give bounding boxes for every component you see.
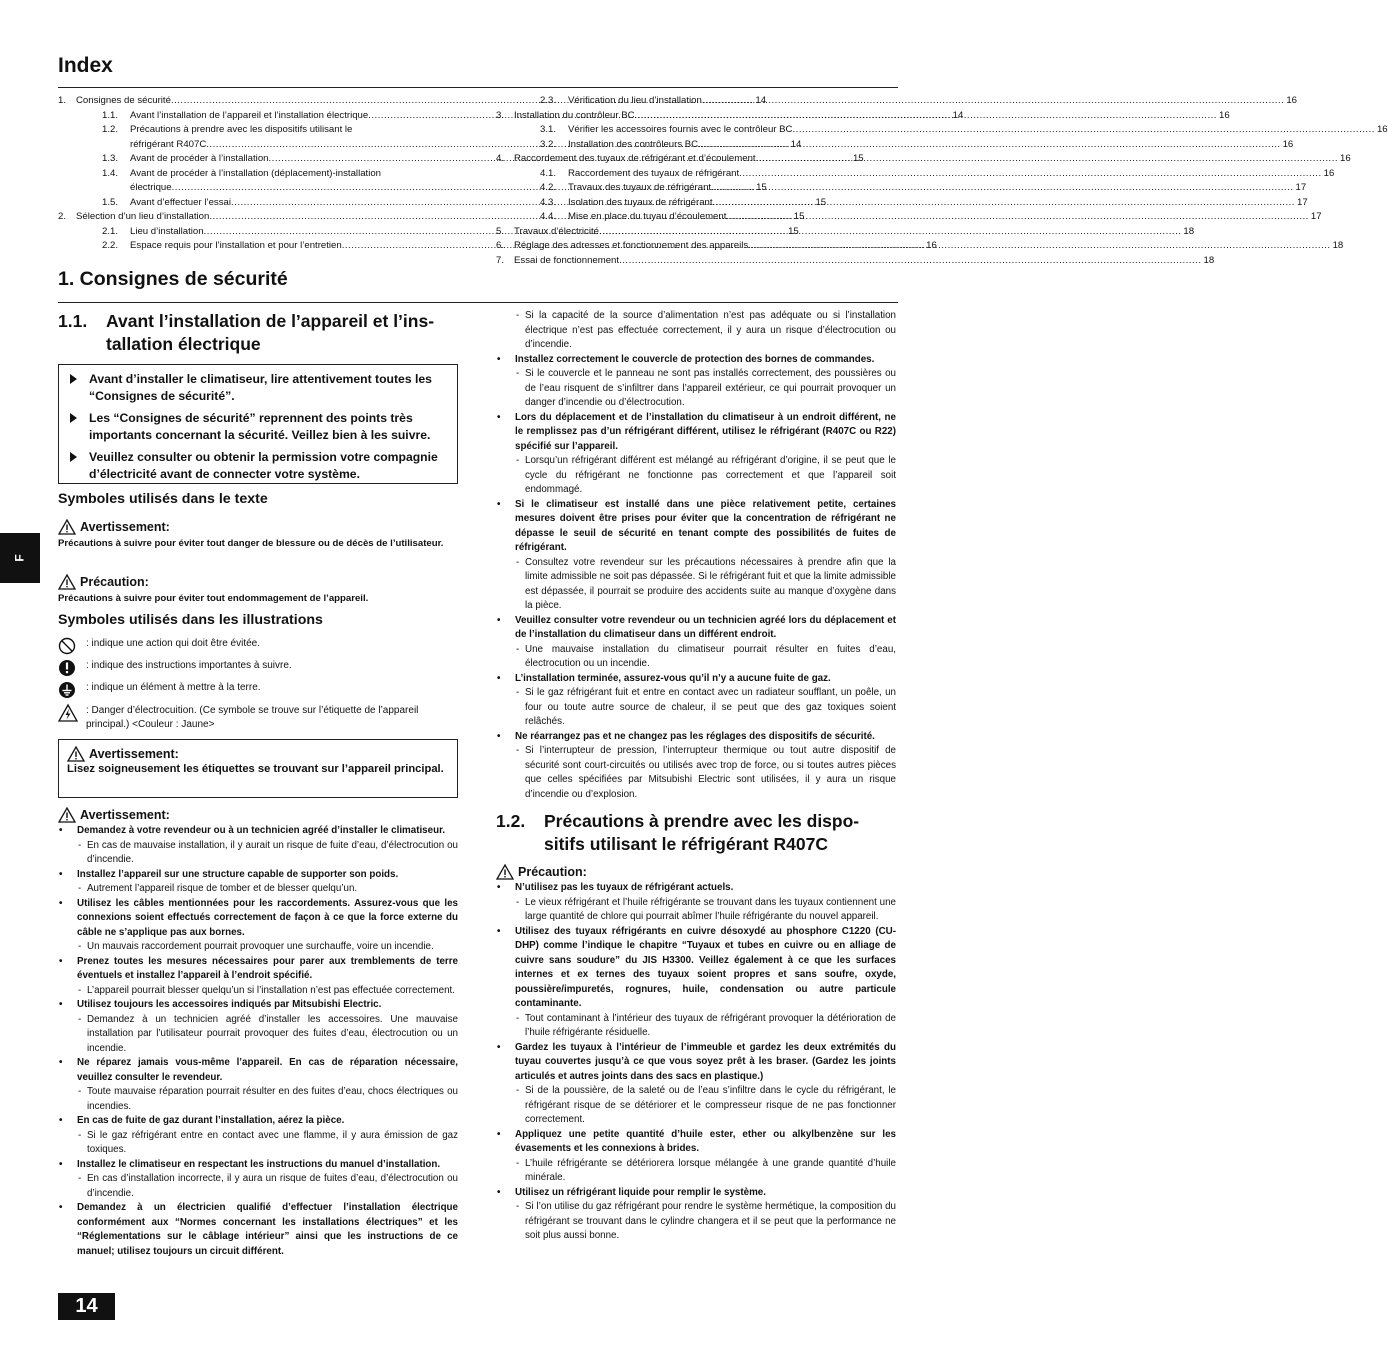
toc-entry[interactable] <box>496 225 1195 240</box>
toc-page: 18 <box>1203 254 1215 266</box>
bullet-item: • Prenez toutes les mesures nécessaires pour parer aux tremblements de terre éventuels et installez l’appareil à l’endroit spécifié. <box>58 955 458 984</box>
symbol-text: : Danger d’électrocuition. (Ce symbole se trouve sur l’étiquette de l’appareil principal.) <Couleur : Jaune> <box>86 705 419 730</box>
bullet-item: • En cas de fuite de gaz durant l’installation, aérez la pièce. <box>58 1114 458 1129</box>
toc-number: 3.1. <box>540 124 557 135</box>
detail-item: - Consultez votre revendeur sur les précautions nécessaires à prendre afin que la limite admissible ne soit pas dépassée. Si le réfrigérant fuit et que la limite admissible est dépassée, il pourrait se produire des accidents suite au manque d’oxygène dans la pièce. <box>496 556 896 614</box>
toc-entry[interactable] <box>496 196 1308 211</box>
bullet-item: • Si le climatiseur est installé dans une pièce relativement petite, certaines mesures doivent être prises pour éviter que la concentration de réfrigérant ne dépasse le seuil de sécurité en tenant compte des possibilités de fuites de réfrigérant. <box>496 498 896 556</box>
label-warning-heading: Avertissement: <box>67 746 449 762</box>
bullet-item: • Appliquez une petite quantité d’huile ester, ether ou alkylbenzène sur les évasements et les connexions à brides. <box>496 1128 896 1157</box>
arrow-right-icon <box>70 413 77 423</box>
toc-page: 14 <box>790 138 802 150</box>
symbol-row <box>58 637 458 660</box>
warning-triangle-icon <box>67 746 85 762</box>
toc-page: 15 <box>756 182 767 193</box>
detail-item: - Le vieux réfrigérant et l’huile réfrigérante se trouvant dans les tuyaux contiennent une large quantité de chlore qui pourrait abîmer l’huile réfrigérante du nouvel appareil. <box>496 896 896 925</box>
toc-page: 15 <box>788 225 799 237</box>
toc-page: 16 <box>1323 167 1335 179</box>
caution-description: Précautions à suivre pour éviter tout endommagement de l’appareil. <box>58 593 369 604</box>
toc-label: Avant d’effectuer l’essai <box>130 196 231 208</box>
warning-heading: Avertissement: <box>58 519 170 535</box>
intro-box <box>58 364 458 484</box>
toc-number: 4.3. <box>540 196 557 208</box>
toc-entry[interactable] <box>496 94 1297 109</box>
detail-item: - Demandez à un technicien agréé d’installer les accessoires. Une mauvaise installation par l’utilisateur pourrait provoquer des fuites d’eau, électrocution ou un incendie. <box>58 1013 458 1057</box>
toc-page: 18 <box>1332 240 1344 251</box>
language-tab: F <box>0 533 40 583</box>
toc-number: 2.1. <box>102 225 119 237</box>
intro-bullet: Avant d’installer le climatiseur, lire attentivement toutes les “Consignes de sécurité”. <box>59 371 449 404</box>
toc-number: 2.3. <box>540 95 557 106</box>
toc-label: Installation des contrôleurs BC <box>568 138 699 150</box>
detail-item: - L’appareil pourrait blesser quelqu’un si l’installation n’est pas effectuée correctement. <box>58 984 458 999</box>
toc-page: 17 <box>1295 182 1307 193</box>
bullet-item: • Installez l’appareil sur une structure capable de supporter son poids. <box>58 868 458 883</box>
bullet-item: • Installez correctement le couvercle de protection des bornes de commandes. <box>496 353 896 368</box>
bullet-item: • Lors du déplacement et de l’installation du climatiseur à un endroit différent, ne le remplissez pas d’un réfrigérant différent, utilisez le réfrigérant (R407C ou R22) spécifié sur l’appareil. <box>496 411 896 455</box>
bullet-item: • Demandez à un électricien qualifié d’effectuer l’installation électrique conformément aux “Normes concernant les installations électriques” et les “Réglementations sur le câblage intérieur” ainsi que les instructions de ce manuel; utilisez toujours un circuit différent. <box>58 1201 458 1259</box>
toc-number: 1.3. <box>102 153 119 164</box>
toc-number: 6. <box>496 240 505 251</box>
toc-leader <box>726 210 1308 225</box>
toc-entry[interactable] <box>58 167 452 182</box>
top-rule <box>58 87 898 88</box>
detail-item: - Si le couvercle et le panneau ne sont pas installés correctement, des poussières ou de l’eau risquent de s’infiltrer dans l’appareil extérieur, ce qui pourrait provoquer un danger d’incendie ou d’électrocution. <box>496 367 896 411</box>
toc-entry[interactable] <box>496 167 1335 182</box>
toc-number: 4.1. <box>540 167 557 179</box>
toc-number: 1.2. <box>102 124 119 135</box>
toc-page: 14 <box>755 95 767 106</box>
section-rule <box>58 302 898 303</box>
label-warning-text: Lisez soigneusement les étiquettes se trouvant sur l’appareil principal. <box>67 763 444 775</box>
toc-number: 7. <box>496 254 505 266</box>
toc-label: Installation du contrôleur BC <box>514 109 635 121</box>
bullet-item: • L’installation terminée, assurez-vous qu’il n’y a aucune fuite de gaz. <box>496 672 896 687</box>
toc-entry[interactable] <box>496 181 1307 196</box>
toc-page: 16 <box>1376 124 1388 135</box>
toc-label: Isolation des tuyaux de réfrigérant <box>568 196 713 208</box>
toc-label: Avant de procéder à l’installation (déplacement)-installation <box>130 167 382 179</box>
subsection-1-2-title <box>496 810 906 858</box>
toc-page: 15 <box>793 211 805 222</box>
toc-label: Essai de fonctionnement <box>514 254 620 266</box>
toc-number: 4.4. <box>540 211 557 222</box>
toc-page: 16 <box>1340 153 1351 164</box>
detail-item: - En cas de mauvaise installation, il y aurait un risque de fuite d’eau, d’électrocution ou d’incendie. <box>58 839 458 868</box>
toc-entry[interactable] <box>496 254 1215 269</box>
toc-number: 2.2. <box>102 240 119 251</box>
bullet-item: • Ne réparez jamais vous-même l’appareil. En cas de réparation nécessaire, veuillez consulter le revendeur. <box>58 1056 458 1085</box>
toc-label: Avant de procéder à l’installation <box>130 153 269 164</box>
symbol-row <box>58 704 458 732</box>
symbols-illustrations-title: Symboles utilisés dans les illustrations <box>58 612 323 628</box>
bullet-item: • Utilisez toujours les accessoires indiqués par Mitsubishi Electric. <box>58 998 458 1013</box>
toc-page: 16 <box>1282 138 1294 150</box>
bullet-item: • Gardez les tuyaux à l’intérieur de l’immeuble et gardez les deux extrémités du tuyau couvertes jusqu’à ce que vous soyez prêt à les braser. (Gardez les joints articulés et autres joints dans des sacs en plastique.) <box>496 1041 896 1085</box>
toc-page: 17 <box>1310 211 1322 222</box>
detail-item: - L’huile réfrigérante se détériorera lorsque mélangée à une grande quantité d’huile minérale. <box>496 1157 896 1186</box>
toc-number: 1.1. <box>102 109 119 121</box>
toc-label: Consignes de sécurité <box>76 95 171 106</box>
detail-item: - En cas d’installation incorrecte, il y aura un risque de fuites d’eau, d’électrocution ou d’incendie. <box>58 1172 458 1201</box>
toc-page: 18 <box>1183 225 1195 237</box>
toc-leader <box>711 181 1293 196</box>
electric-danger-icon <box>58 704 78 722</box>
toc-number: 1.4. <box>102 167 119 179</box>
detail-item: - Toute mauvaise réparation pourrait résulter en des fuites d’eau, chocs électriques ou incendies. <box>58 1085 458 1114</box>
subsection-text: Avant l’installation de l’appareil et l’ins- tallation électrique <box>106 311 435 354</box>
toc-label: Vérifier les accessoires fournis avec le contrôleur BC <box>568 124 793 135</box>
exclamation-icon <box>58 659 76 677</box>
toc-leader <box>702 94 1284 109</box>
toc-number: 4. <box>496 153 505 164</box>
toc-leader <box>748 239 1330 254</box>
toc-label: Précautions à prendre avec les dispositifs utilisant le <box>130 124 353 135</box>
bullet-item: • Installez le climatiseur en respectant les instructions du manuel d’installation. <box>58 1158 458 1173</box>
toc-number: 5. <box>496 225 505 237</box>
toc-label: Réglage des adresses et fonctionnement des appareils <box>514 240 749 251</box>
detail-item: - Si la capacité de la source d’alimentation n’est pas adéquate ou si l’installation électrique n’est pas effectuée correctement, il y aura un risque d’électrocution ou d’incendie. <box>496 309 896 353</box>
subsection-1-1-title <box>58 310 468 358</box>
prohibited-icon <box>58 637 76 655</box>
toc-page: 15 <box>852 153 864 164</box>
detail-item: - Autrement l’appareil risque de tomber et de blesser quelqu’un. <box>58 882 458 897</box>
index-title: Index <box>58 54 113 77</box>
toc-leader <box>713 196 1295 211</box>
right-caution-list <box>496 881 896 1244</box>
bullet-item: • Veuillez consulter votre revendeur ou un technicien agréé lors du déplacement et de l’installation du climatiseur dans un différent endroit. <box>496 614 896 643</box>
toc-label: Raccordement des tuyaux de réfrigérant et d’écoulement <box>514 153 756 164</box>
toc-page: 17 <box>1296 196 1308 208</box>
toc-leader <box>635 109 1217 124</box>
warning-triangle-icon <box>58 574 76 590</box>
symbols-text-title: Symboles utilisés dans le texte <box>58 491 268 507</box>
toc-leader <box>619 254 1201 269</box>
right-warning-list <box>496 309 896 802</box>
toc-number: 3.2. <box>540 138 557 150</box>
detail-item: - Lorsqu’un réfrigérant différent est mélangé au réfrigérant d’origine, il se peut que le cycle du réfrigérant ne fonctionne pas correctement et que l’appareil soit endommagé. <box>496 454 896 498</box>
caution-heading: Précaution: <box>58 574 149 590</box>
caution-list-heading: Précaution: <box>496 864 587 880</box>
toc-number: 1.5. <box>102 196 119 208</box>
detail-item: - Si l’on utilise du gaz réfrigérant pour rendre le système hermétique, la composition du réfrigérant se trouvant dans le cylindre changera et il se peut que la performance ne soit plus aussi bonne. <box>496 1200 896 1244</box>
ground-icon <box>58 681 76 699</box>
warning-description: Précautions à suivre pour éviter tout danger de blessure ou de décès de l’utilisateur. <box>58 538 444 549</box>
section-title: 1. Consignes de sécurité <box>58 268 288 290</box>
toc-leader <box>739 167 1321 182</box>
symbol-row <box>58 681 458 704</box>
detail-item: - Si de la poussière, de la saleté ou de l’eau s’infiltre dans le cycle du réfrigérant, le réfrigérant risque de se détériorer et le compresseur risque de ne pas fonctionner correctement. <box>496 1084 896 1128</box>
bullet-item: • Utilisez les câbles mentionnées pour les raccordements. Assurez-vous que les connexions soient effectués correctement de façon à ce que la force externe du câble ne s’applique pas aux bornes. <box>58 897 458 941</box>
toc-leader <box>698 138 1280 153</box>
toc-label: Avant l’installation de l’appareil et l’installation électrique <box>130 109 369 121</box>
intro-bullet: Les “Consignes de sécurité” reprennent des points très importants concernant la sécurité. Veillez bien à les suivre. <box>59 410 449 443</box>
toc-label: Mise en place du tuyau d’écoulement <box>568 211 727 222</box>
arrow-right-icon <box>70 452 77 462</box>
toc-label: électrique <box>130 182 172 193</box>
detail-item: - Si l’interrupteur de pression, l’interrupteur thermique ou tout autre dispositif de sécurité sont court-circuités ou utilisés avec trop de force, ou si toutes autres pièces que celles spécifiées par Mitsubishi Electric sont utilisées, il y aura un risque d’incendie ou d’explosion. <box>496 744 896 802</box>
bullet-item: • Utilisez des tuyaux réfrigérants en cuivre désoxydé au phosphore C1220 (CU-DHP) comme l’indique le chapitre “Tuyaux et tubes en cuivre ou en alliage de cuivre sans soudure” du JIS H3300. Veillez également à ce que les surfaces internes et ex ternes des tuyaux soient propres et sans soufre, oxyde, poussière/impuretés, rognures, huile, condensation ou autre particule contaminante. <box>496 925 896 1012</box>
toc-label: Travaux d’électricité <box>514 225 599 237</box>
bullet-item: • N’utilisez pas les tuyaux de réfrigérant actuels. <box>496 881 896 896</box>
symbol-row <box>58 659 458 682</box>
subsection-text: Précautions à prendre avec les dispo- sitifs utilisant le réfrigérant R407C <box>544 811 860 854</box>
toc-entry[interactable] <box>496 123 1388 138</box>
symbol-text: : indique un élément à mettre à la terre. <box>86 682 261 693</box>
warning-triangle-icon <box>58 807 76 823</box>
toc-page: 16 <box>926 240 937 251</box>
toc-label: Espace requis pour l’installation et pour l’entretien <box>130 240 342 251</box>
toc-page: 14 <box>952 109 964 121</box>
toc-label: Vérification du lieu d’installation <box>568 95 702 106</box>
bullet-item: • Ne réarrangez pas et ne changez pas les réglages des dispositifs de sécurité. <box>496 730 896 745</box>
warning-list-heading: Avertissement: <box>58 807 170 823</box>
toc-label: Lieu d’installation <box>130 225 204 237</box>
toc-entry[interactable] <box>496 210 1322 225</box>
detail-item: - Tout contaminant à l’intérieur des tuyaux de réfrigérant provoquer la détérioration de l’huile réfrigérante résiduelle. <box>496 1012 896 1041</box>
toc-entry[interactable] <box>58 123 452 138</box>
arrow-right-icon <box>70 374 77 384</box>
toc-entry[interactable] <box>496 138 1294 153</box>
bullet-item: • Demandez à votre revendeur ou à un technicien agréé d’installer le climatiseur. <box>58 824 458 839</box>
warning-triangle-icon <box>496 864 514 880</box>
toc-page: 16 <box>1218 109 1230 121</box>
toc-leader <box>756 152 1338 167</box>
warning-triangle-icon <box>58 519 76 535</box>
toc-number: 2. <box>58 211 67 222</box>
toc-number: 4.2. <box>540 182 557 193</box>
page-number: 14 <box>58 1293 115 1320</box>
toc-number: 1. <box>58 95 67 106</box>
toc-leader <box>599 225 1181 240</box>
toc-leader <box>792 123 1374 138</box>
toc-page: 16 <box>1286 95 1297 106</box>
detail-item: - Une mauvaise installation du climatiseur pourrait résulter en fuites d’eau, électrocution ou un incendie. <box>496 643 896 672</box>
symbol-text: : indique une action qui doit être évitée. <box>86 638 261 649</box>
toc-label: Sélection d’un lieu d’installation <box>76 211 210 222</box>
detail-item: - Si le gaz réfrigérant fuit et entre en contact avec un radiateur soufflant, un poêle, un four ou toute autre source de chaleur, il se peut que des gaz toxiques soient relâchés. <box>496 686 896 730</box>
toc-label: réfrigérant R407C <box>130 138 207 150</box>
toc-label: Travaux des tuyaux de réfrigérant <box>568 182 712 193</box>
detail-item: - Un mauvais raccordement pourrait provoquer une surchauffe, voire un incendie. <box>58 940 458 955</box>
symbol-text: : indique des instructions importantes à suivre. <box>86 660 292 671</box>
toc-entry[interactable] <box>496 152 1351 167</box>
detail-item: - Si le gaz réfrigérant entre en contact avec une flamme, il y aura émission de gaz toxiques. <box>58 1129 458 1158</box>
toc-number: 3. <box>496 109 505 121</box>
bullet-item: • Utilisez un réfrigérant liquide pour remplir le système. <box>496 1186 896 1201</box>
toc-page: 15 <box>815 196 827 208</box>
left-warning-list <box>58 824 458 1259</box>
intro-bullet: Veuillez consulter ou obtenir la permission votre compagnie d’électricité avant de connecter votre système. <box>59 449 449 482</box>
subsection-number: 1.1. <box>58 311 88 331</box>
label-warning-box <box>58 739 458 798</box>
toc-label: Raccordement des tuyaux de réfrigérant <box>568 167 740 179</box>
subsection-number: 1.2. <box>496 811 526 831</box>
